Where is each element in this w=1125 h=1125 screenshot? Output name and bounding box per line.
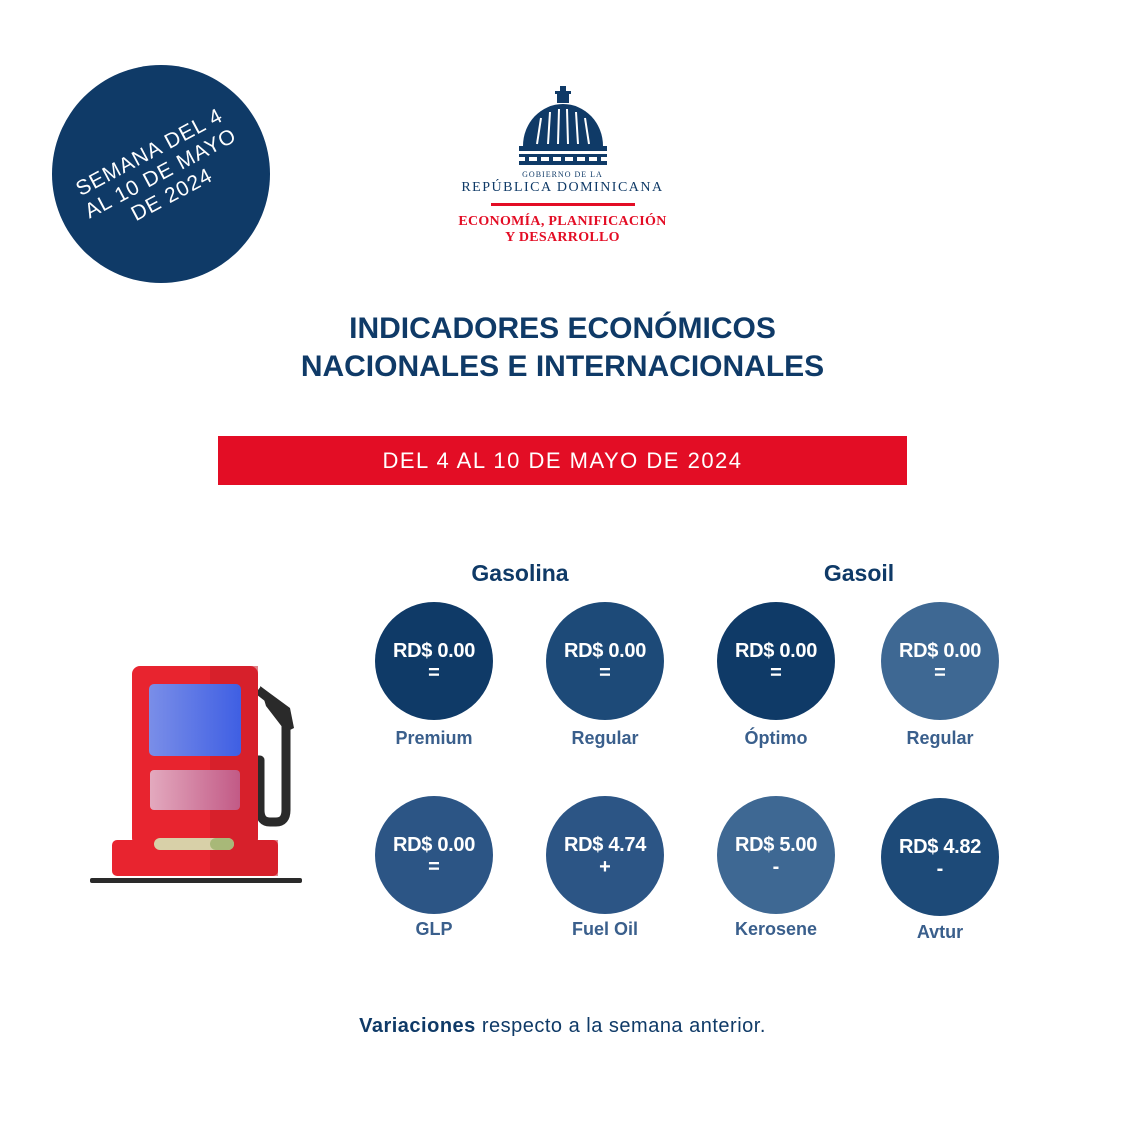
fuel-circle-avtur [881, 798, 999, 916]
fuel-value: RD$ 0.00 [734, 639, 818, 662]
fuel-circle-optimo [717, 602, 835, 720]
page-title [0, 310, 1125, 386]
section-title-gasolina: Gasolina [471, 560, 569, 586]
fuel-label-gasolina-regular: Regular [571, 728, 639, 748]
date-banner: DEL 4 AL 10 DE MAYO DE 2024 [218, 436, 907, 485]
fuel-value: RD$ 0.00 [898, 639, 982, 662]
fuel-value: RD$ 0.00 [392, 833, 476, 856]
fuel-variation-sign: + [599, 855, 611, 878]
fuel-circle-gasolina-regular [546, 602, 664, 720]
fuel-label-glp: GLP [415, 919, 453, 939]
logo-divider [491, 203, 635, 206]
fuel-value: RD$ 0.00 [563, 639, 647, 662]
fuel-variation-sign: = [770, 661, 782, 684]
fuel-label-premium: Premium [395, 728, 473, 748]
fuel-variation-sign: = [428, 855, 440, 878]
government-logo [440, 86, 685, 261]
footnote [0, 1015, 1125, 1038]
fuel-variation-sign: = [428, 661, 440, 684]
logo-country: REPÚBLICA DOMINICANA [461, 180, 664, 195]
section-title-gasoil: Gasoil [823, 560, 895, 586]
logo-subtitle: GOBIERNO DE LA [522, 170, 603, 179]
capitol-dome-icon [517, 86, 609, 166]
fuel-variation-sign: - [936, 857, 944, 880]
logo-ministry-line1: ECONOMÍA, PLANIFICACIÓN [458, 214, 667, 229]
week-badge [52, 65, 270, 283]
fuel-value: RD$ 4.74 [563, 833, 647, 856]
fuel-variation-sign: = [934, 661, 946, 684]
page-title-line1: INDICADORES ECONÓMICOS [349, 312, 776, 345]
logo-ministry-line2: Y DESARROLLO [505, 230, 620, 245]
fuel-circle-premium [375, 602, 493, 720]
fuel-label-optimo: Óptimo [744, 728, 808, 748]
fuel-label-fuel-oil: Fuel Oil [571, 919, 638, 939]
fuel-label-gasoil-regular: Regular [906, 728, 974, 748]
fuel-label-avtur: Avtur [916, 922, 964, 942]
fuel-value: RD$ 5.00 [734, 833, 818, 856]
fuel-circle-fuel-oil [546, 796, 664, 914]
fuel-circle-glp [375, 796, 493, 914]
fuel-circle-kerosene [717, 796, 835, 914]
week-badge-text: SEMANA DEL 4 AL 10 DE MAYO DE 2024 [72, 103, 241, 226]
page-title-line2: NACIONALES E INTERNACIONALES [300, 350, 825, 383]
fuel-value: RD$ 4.82 [898, 835, 982, 858]
fuel-pump-icon [90, 660, 302, 885]
fuel-variation-sign: - [772, 855, 780, 878]
footnote-bold: Variaciones [359, 1015, 476, 1037]
fuel-value: RD$ 0.00 [392, 639, 476, 662]
fuel-variation-sign: = [599, 661, 611, 684]
fuel-label-kerosene: Kerosene [734, 919, 818, 939]
footnote-rest: respecto a la semana anterior. [475, 1015, 766, 1037]
fuel-circle-gasoil-regular [881, 602, 999, 720]
